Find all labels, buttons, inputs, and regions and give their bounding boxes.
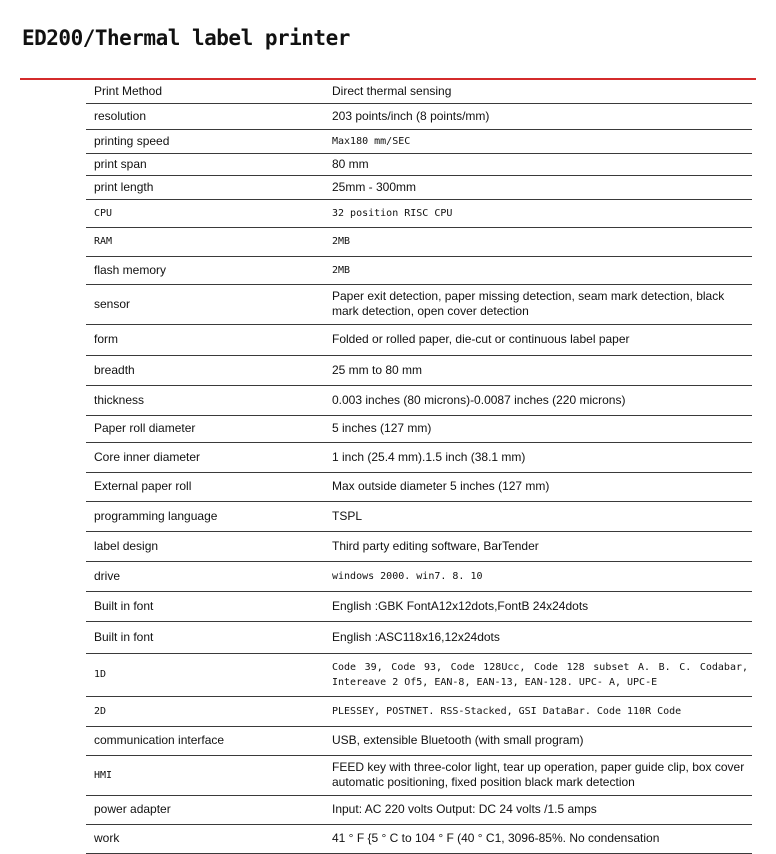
table-row xyxy=(86,621,752,653)
spec-value: 80 mm xyxy=(326,153,752,175)
table-row xyxy=(86,824,752,853)
table-row xyxy=(86,531,752,561)
spec-value: 5 inches (127 mm) xyxy=(326,415,752,442)
spec-label: flash memory xyxy=(86,256,326,284)
table-row xyxy=(86,726,752,755)
spec-table xyxy=(86,81,752,854)
table-row xyxy=(86,385,752,415)
spec-label: drive xyxy=(86,561,326,591)
table-row xyxy=(86,153,752,175)
spec-label: thickness xyxy=(86,385,326,415)
table-row xyxy=(86,561,752,591)
spec-value: Folded or rolled paper, die-cut or continuous label paper xyxy=(326,324,752,355)
spec-label: print length xyxy=(86,175,326,199)
table-row xyxy=(86,129,752,153)
spec-label: Print Method xyxy=(86,81,326,103)
spec-value: Input: AC 220 volts Output: DC 24 volts /1.5 amps xyxy=(326,795,752,824)
spec-label: printing speed xyxy=(86,129,326,153)
spec-value: Third party editing software, BarTender xyxy=(326,531,752,561)
table-row xyxy=(86,696,752,726)
table-row xyxy=(86,324,752,355)
table-row xyxy=(86,442,752,472)
table-row xyxy=(86,501,752,531)
table-row xyxy=(86,103,752,129)
spec-value: 32 position RISC CPU xyxy=(326,199,752,227)
spec-label: HMI xyxy=(86,755,326,795)
table-row xyxy=(86,755,752,795)
table-row xyxy=(86,472,752,501)
spec-label: resolution xyxy=(86,103,326,129)
title-divider xyxy=(20,78,756,80)
table-row xyxy=(86,415,752,442)
spec-value: Max180 mm/SEC xyxy=(326,129,752,153)
table-row xyxy=(86,256,752,284)
spec-label: CPU xyxy=(86,199,326,227)
spec-value: Paper exit detection, paper missing detection, seam mark detection, black mark detection, open cover detection xyxy=(326,284,752,324)
spec-label: RAM xyxy=(86,227,326,256)
spec-label: Core inner diameter xyxy=(86,442,326,472)
table-row xyxy=(86,653,752,696)
spec-value: 41 ° F {5 ° C to 104 ° F (40 ° C1, 3096-85%. No condensation xyxy=(326,824,752,853)
spec-label: power adapter xyxy=(86,795,326,824)
spec-value: 203 points/inch (8 points/mm) xyxy=(326,103,752,129)
spec-value: Direct thermal sensing xyxy=(326,81,752,103)
spec-value: TSPL xyxy=(326,501,752,531)
spec-value: 0.003 inches (80 microns)-0.0087 inches (220 microns) xyxy=(326,385,752,415)
spec-label: label design xyxy=(86,531,326,561)
page-title: ED200/Thermal label printer xyxy=(22,26,350,50)
spec-label: Built in font xyxy=(86,621,326,653)
spec-value: Code 39, Code 93, Code 128Ucc, Code 128 subset A. B. C. Codabar, Intereave 2 Of5, EAN-8, EAN-13, EAN-128. UPC- A, UPC-E xyxy=(326,653,752,696)
spec-value: English :ASC118x16,12x24dots xyxy=(326,621,752,653)
table-row xyxy=(86,175,752,199)
spec-value: PLESSEY, POSTNET. RSS-Stacked, GSI DataBar. Code 110R Code xyxy=(326,696,752,726)
spec-value: USB, extensible Bluetooth (with small program) xyxy=(326,726,752,755)
spec-value: 2MB xyxy=(326,256,752,284)
spec-label: breadth xyxy=(86,355,326,385)
spec-label: form xyxy=(86,324,326,355)
table-row xyxy=(86,355,752,385)
table-row xyxy=(86,795,752,824)
spec-label: 2D xyxy=(86,696,326,726)
spec-value: windows 2000. win7. 8. 10 xyxy=(326,561,752,591)
spec-label: Built in font xyxy=(86,591,326,621)
spec-label: programming language xyxy=(86,501,326,531)
spec-label: Paper roll diameter xyxy=(86,415,326,442)
table-row xyxy=(86,81,752,103)
spec-value: FEED key with three-color light, tear up operation, paper guide clip, box cover automatic positioning, fixed position black mark detection xyxy=(326,755,752,795)
table-row xyxy=(86,227,752,256)
spec-value: English :GBK FontA12x12dots,FontB 24x24dots xyxy=(326,591,752,621)
table-row xyxy=(86,199,752,227)
spec-label: print span xyxy=(86,153,326,175)
spec-value: Max outside diameter 5 inches (127 mm) xyxy=(326,472,752,501)
spec-value: 2MB xyxy=(326,227,752,256)
table-row xyxy=(86,591,752,621)
spec-label: work xyxy=(86,824,326,853)
spec-value: 25mm - 300mm xyxy=(326,175,752,199)
spec-label: communication interface xyxy=(86,726,326,755)
table-row xyxy=(86,284,752,324)
spec-label: 1D xyxy=(86,653,326,696)
spec-value: 25 mm to 80 mm xyxy=(326,355,752,385)
spec-label: External paper roll xyxy=(86,472,326,501)
spec-label: sensor xyxy=(86,284,326,324)
spec-value: 1 inch (25.4 mm).1.5 inch (38.1 mm) xyxy=(326,442,752,472)
